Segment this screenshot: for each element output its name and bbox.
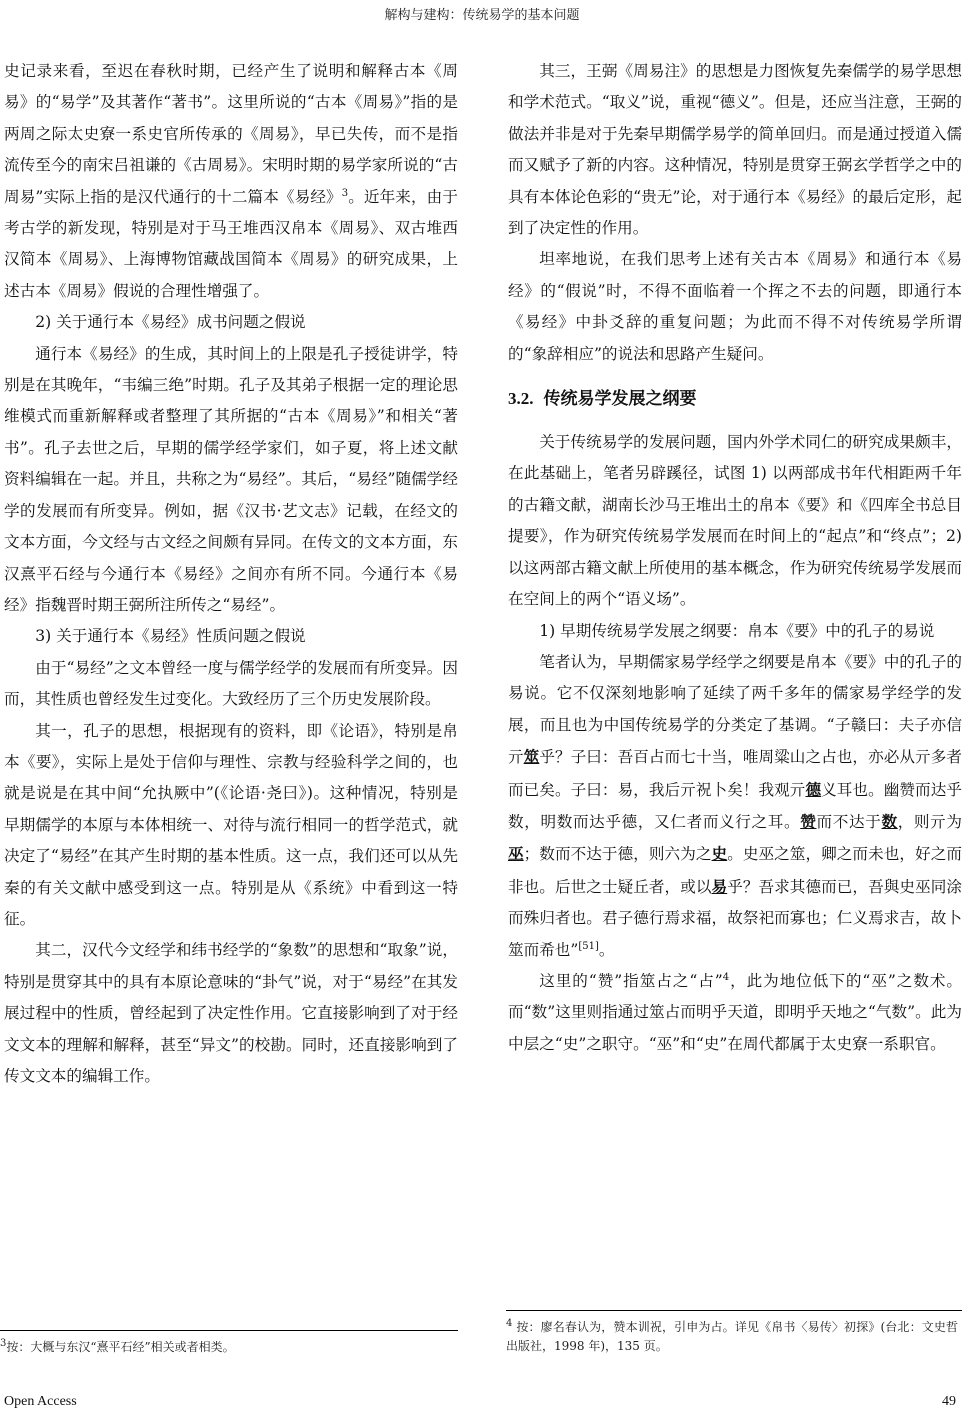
- right-column: [508, 56, 962, 1060]
- text-span: 笔者认为，早期儒家易学经学之纲要是帛本《要》中的孔子的易说。它不仅深刻地影响了延续了两千多年的儒家易学经学的发展，而且也为中国传统易学的分类定了基调。“子赣曰：夫子亦信亓: [508, 652, 962, 767]
- underlined-char: 易: [711, 876, 728, 896]
- left-column: [4, 56, 458, 1092]
- text-span: ，则亓为: [897, 812, 962, 831]
- text-span: 。: [598, 940, 615, 959]
- right-paragraph-3: 关于传统易学的发展问题，国内外学术同仁的研究成果颇丰，在此基础上，笔者另辟蹊径，试图 1) 以两部成书年代相距两千年的古籍文献，湖南长沙马王堆出土的帛本《要》和《四库全书总目提要》，作为研究传统易学发展而在时间上的“起点”和“终点”；2) 以这两部古籍文献上所使用的基本概念，作为研究传统易学发展而在空间上的两个“语义场”。: [508, 433, 962, 609]
- left-paragraph-4: 其一，孔子的思想，根据现有的资料，即《论语》，特别是帛本《要》，实际上是处于信仰与理性、宗教与经验科学之间的，也就是说是在其中间“允执厥中”(《论语·尧曰》)。这种情况，特别是早期儒学的本原与本体相统一、对待与流行相同一的哲学范式，就决定了“易经”在其产生时期的基本性质。这一点，我们还可以从先秦的有关文献中感受到这一点。特别是从《系统》中看到这一特征。: [4, 721, 458, 928]
- footnote-marker: 3: [0, 1338, 7, 1349]
- text-span: 乎？吾求其德而已，吾與史巫同涂而殊归者也。君子德行焉求福，故祭祀而寡也；仁义焉求吉，故卜筮而希也”: [508, 877, 962, 959]
- section-number: 3.2.: [508, 389, 534, 409]
- footnote-4: [506, 1318, 958, 1356]
- footnote-ref-4[interactable]: 4: [722, 971, 730, 983]
- text-span: 乎？子曰：吾百占而七十当，唯周粱山之占也，亦必从亓多者而已矣。子曰：易，我后亓祝卜矣！我观亓: [508, 748, 962, 799]
- text-span: ；数而不达于德，则六为之: [523, 845, 712, 864]
- footnote-marker: 4: [506, 1318, 513, 1329]
- left-paragraph-3: 由于“易经”之文本曾经一度与儒学经学的发展而有所变异。因而，其性质也曾经发生过变化。大致经历了三个历史发展阶段。: [4, 658, 458, 709]
- underlined-char: 赞: [800, 811, 817, 831]
- underlined-char: 德: [805, 779, 822, 799]
- text-span: 。史巫之筮，卿之而未也，好之而非也。后世之士疑丘者，或以: [508, 845, 962, 896]
- text-span: 义耳也。幽赞而达乎数，明数而达乎德，又仁者而义行之耳。: [508, 780, 962, 831]
- underlined-char: 史: [711, 844, 728, 864]
- right-paragraph-5: [508, 966, 962, 1060]
- left-paragraph-5: 其二，汉代今文经学和纬书经学的“象数”的思想和“取象”说，特别是贯穿其中的具有本原论意味的“卦气”说，对于“易经”在其发展过程中的性质，曾经起到了决定性作用。它直接影响到了对于经文文本的理解和解释，甚至“异文”的校勘。同时，还直接影响到了传文文本的编辑工作。: [4, 941, 458, 1085]
- footnote-3: [0, 1338, 458, 1357]
- list-item-2: 2) 关于通行本《易经》成书问题之假说: [35, 313, 306, 332]
- text-span: ，此为地位低下的“巫”之数术。而“数”这里则指通过筮占而明乎天道，即明乎天地之“气数”。此为中层之“史”之职守。“巫”和“史”在周代都属于太史寮一系职官。: [508, 971, 963, 1053]
- citation-ref[interactable]: [51]: [578, 940, 599, 952]
- footnote-text: 按：廖名春认为，赞本训祝，引申为占。详见《帛书〈易传〉初探》(台北：文史哲出版社，1998 年)，135 页。: [506, 1320, 958, 1353]
- text-span: 。近年来，由于考古学的新发现，特别是对于马王堆西汉帛本《周易》、双古堆西汉简本《周易》、上海博物馆藏战国简本《周易》的研究成果，上述古本《周易》假说的合理性增强了。: [4, 187, 458, 300]
- right-paragraph-4: [508, 647, 962, 966]
- text-span: 这里的“赞”指筮占之“占”: [539, 971, 723, 990]
- footnote-ref-3[interactable]: 3: [341, 187, 349, 199]
- footer-open-access: Open Access: [4, 1394, 77, 1409]
- section-heading: [508, 384, 962, 409]
- list-item-3: 3) 关于通行本《易经》性质问题之假说: [35, 627, 306, 646]
- footnote-divider: [0, 1330, 458, 1331]
- left-paragraph-1: [4, 56, 458, 307]
- footnote-text: 按：大概与东汉“熹平石经”相关或者相类。: [6, 1340, 235, 1354]
- text-span: 而不达于: [816, 812, 882, 831]
- text-span: 史记录来看，至迟在春秋时期，已经产生了说明和解释古本《周易》的“易学”及其著作“著书”。这里所说的“古本《周易》”指的是两周之际太史寮一系史官所传承的《周易》，早已失传，而不是指流传至今的南宋吕祖谦的《古周易》。宋明时期的易学家所说的“古周易”实际上指的是汉代通行的十二篇本《易经》: [4, 62, 458, 206]
- footnote-divider: [506, 1310, 962, 1311]
- right-paragraph-2: 坦率地说，在我们思考上述有关古本《周易》和通行本《易经》的“假说”时，不得不面临着一个挥之不去的问题，即通行本《易经》中卦爻辞的重复问题；为此而不得不对传统易学所谓的“象辞相应”的说法和思路产生疑问。: [508, 250, 962, 363]
- running-header: 解构与建构：传统易学的基本问题: [384, 8, 580, 23]
- page-number: 49: [942, 1394, 956, 1409]
- underlined-char: 筮: [523, 747, 540, 767]
- left-paragraph-2: 通行本《易经》的生成，其时间上的上限是孔子授徒讲学，特别是在其晚年，“韦编三绝”时期。孔子及其弟子根据一定的理论思维模式而重新解释或者整理了其所据的“古本《周易》”和相关“著书”。孔子去世之后，早期的儒学经学家们，如子夏，将上述文献资料编辑在一起。并且，共称之为“易经”。其后，“易经”随儒学经学的发展而有所变异。例如，据《汉书·艺文志》记载，在经文的文本方面，今文经与古文经之间颇有异同。在传文的文本方面，东汉熹平石经与今通行本《易经》之间亦有所不同。今通行本《易经》指魏晋时期王弼所注所传之“易经”。: [4, 344, 458, 614]
- right-paragraph-1: 其三，王弼《周易注》的思想是力图恢复先秦儒学的易学思想和学术范式。“取义”说，重视“德义”。但是，还应当注意，王弼的做法并非是对于先秦早期儒学易学的简单回归。而是通过授道入儒而又赋予了新的内容。这种情况，特别是贯穿王弼玄学哲学之中的具有本体论色彩的“贵无”论，对于通行本《易经》的最后定形，起到了决定性的作用。: [508, 62, 962, 238]
- underlined-char: 数: [881, 811, 898, 831]
- list-item-1: 1) 早期传统易学发展之纲要：帛本《要》中的孔子的易说: [539, 621, 935, 640]
- underlined-char: 巫: [508, 844, 524, 864]
- section-title: 传统易学发展之纲要: [543, 389, 697, 410]
